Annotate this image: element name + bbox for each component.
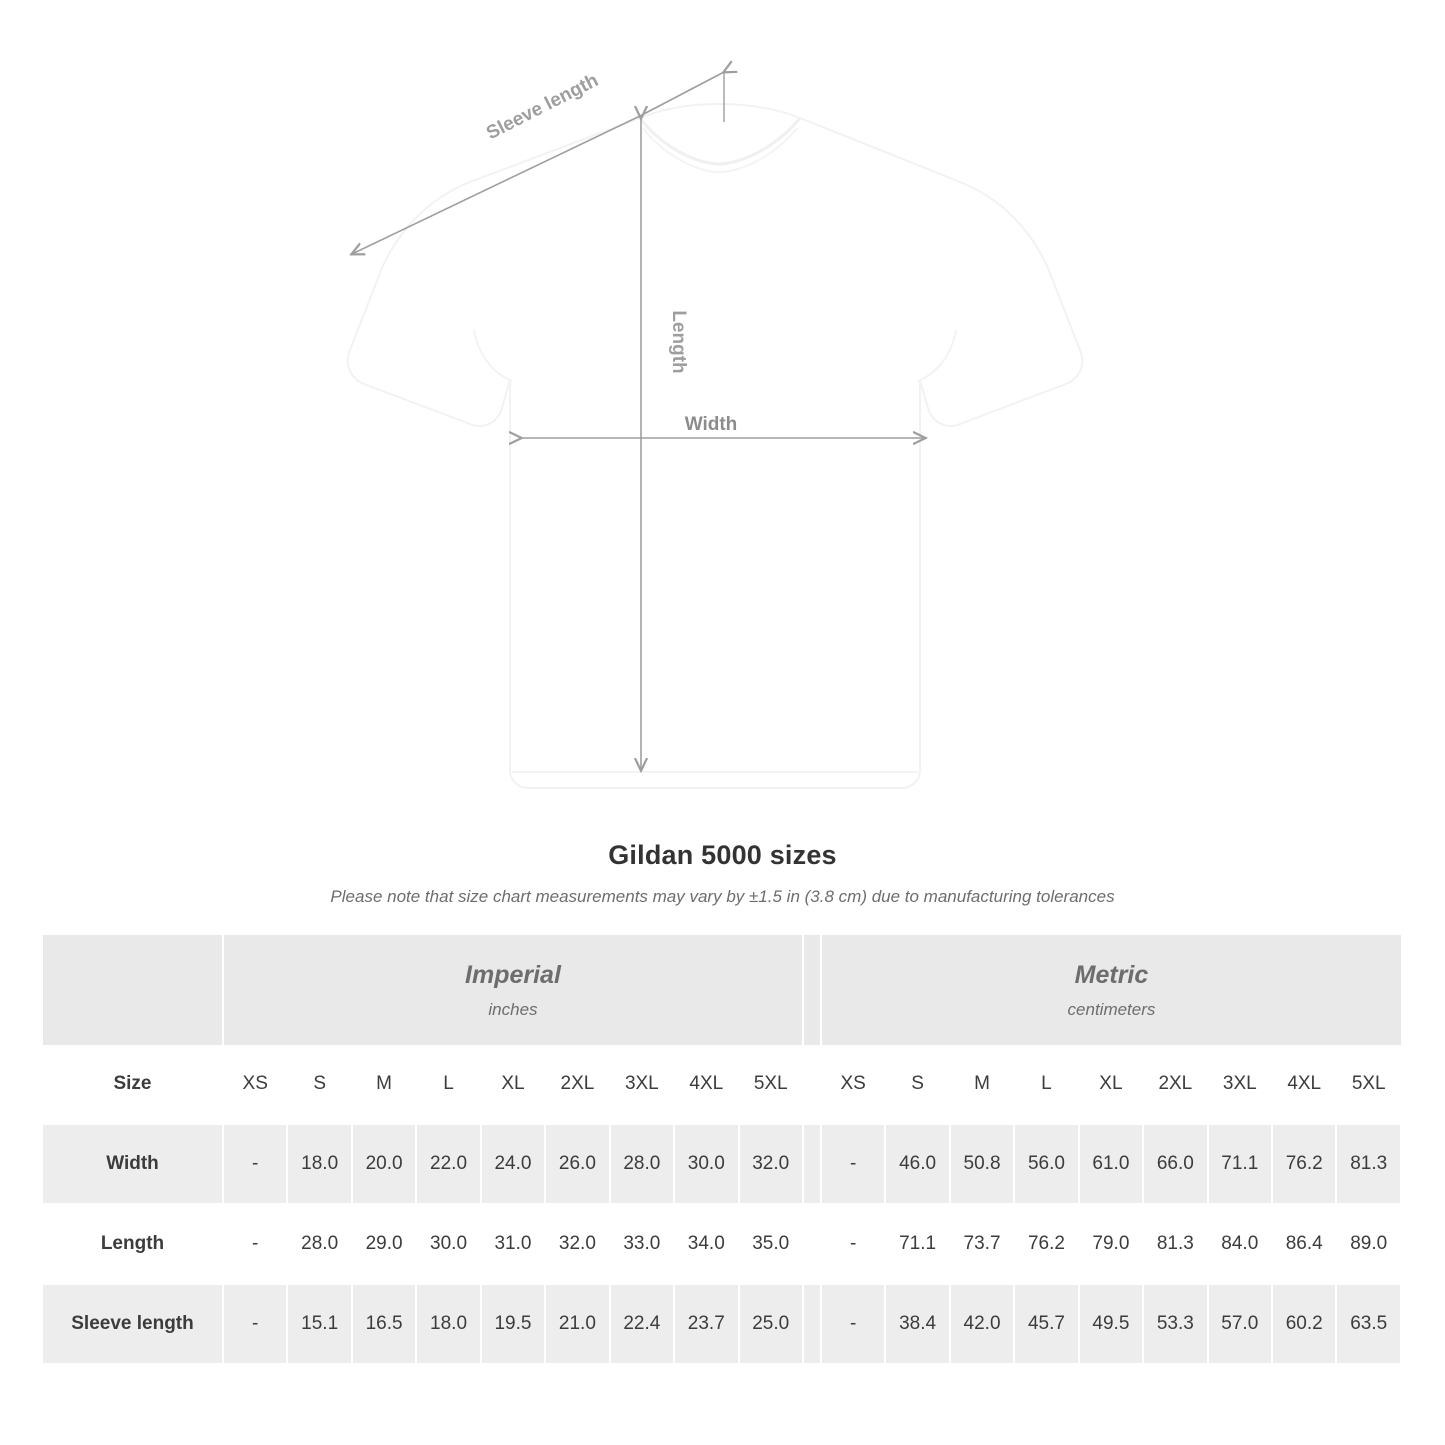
- unit-imperial-name: Imperial: [465, 960, 561, 989]
- unit-spacer-cell: [43, 935, 223, 1045]
- header-size-label: Size: [43, 1045, 223, 1124]
- cell-sleeve-imperial-3xl: 22.4: [610, 1284, 674, 1364]
- table-row-sleeve-length: [43, 1284, 1401, 1364]
- cell-width-imperial-m: 20.0: [352, 1124, 416, 1204]
- row-label-length: Length: [43, 1204, 223, 1284]
- cell-width-metric-3xl: 71.1: [1208, 1124, 1272, 1204]
- cell-length-metric-m: 73.7: [950, 1204, 1014, 1284]
- cell-width-imperial-l: 22.0: [416, 1124, 480, 1204]
- cell-sleeve-imperial-m: 16.5: [352, 1284, 416, 1364]
- cell-width-imperial-5xl: 32.0: [739, 1124, 803, 1204]
- table-row-length: [43, 1204, 1401, 1284]
- cell-width-metric-l: 56.0: [1014, 1124, 1078, 1204]
- header-imperial-l: L: [416, 1045, 480, 1124]
- row-gap-sleeve: [803, 1284, 821, 1364]
- cell-width-imperial-2xl: 26.0: [545, 1124, 609, 1204]
- cell-length-imperial-l: 30.0: [416, 1204, 480, 1284]
- sleeve-length-label: Sleeve length: [483, 69, 602, 145]
- cell-length-metric-s: 71.1: [885, 1204, 949, 1284]
- cell-width-metric-xs: -: [821, 1124, 885, 1204]
- cell-length-metric-l: 76.2: [1014, 1204, 1078, 1284]
- header-metric-xs: XS: [821, 1045, 885, 1124]
- cell-sleeve-metric-3xl: 57.0: [1208, 1284, 1272, 1364]
- header-metric-xl: XL: [1079, 1045, 1143, 1124]
- row-gap-width: [803, 1124, 821, 1204]
- unit-metric-name: Metric: [1074, 960, 1149, 989]
- cell-width-imperial-xs: -: [223, 1124, 287, 1204]
- cell-length-metric-2xl: 81.3: [1143, 1204, 1207, 1284]
- cell-width-imperial-s: 18.0: [287, 1124, 351, 1204]
- cell-width-metric-5xl: 81.3: [1336, 1124, 1401, 1204]
- cell-sleeve-imperial-s: 15.1: [287, 1284, 351, 1364]
- unit-metric-sub: centimeters: [1067, 999, 1156, 1019]
- header-imperial-m: M: [352, 1045, 416, 1124]
- size-header-row: [43, 1045, 1401, 1124]
- length-label: Length: [668, 310, 689, 374]
- size-table-wrapper: [43, 935, 1402, 1365]
- tolerance-note: Please note that size chart measurements may vary by ±1.5 in (3.8 cm) due to manufacturing tolerances: [330, 887, 1115, 906]
- cell-length-metric-5xl: 89.0: [1336, 1204, 1401, 1284]
- cell-width-metric-xl: 61.0: [1079, 1124, 1143, 1204]
- cell-length-imperial-xl: 31.0: [481, 1204, 545, 1284]
- cell-sleeve-imperial-l: 18.0: [416, 1284, 480, 1364]
- header-imperial-4xl: 4XL: [674, 1045, 738, 1124]
- unit-header-row: [43, 935, 1401, 1045]
- header-metric-2xl: 2XL: [1143, 1045, 1207, 1124]
- cell-sleeve-imperial-xs: -: [223, 1284, 287, 1364]
- cell-length-imperial-3xl: 33.0: [610, 1204, 674, 1284]
- cell-sleeve-metric-xl: 49.5: [1079, 1284, 1143, 1364]
- cell-sleeve-metric-l: 45.7: [1014, 1284, 1078, 1364]
- header-metric-s: S: [885, 1045, 949, 1124]
- unit-metric-cell: [821, 935, 1401, 1045]
- size-table: [43, 935, 1402, 1365]
- cell-width-imperial-3xl: 28.0: [610, 1124, 674, 1204]
- header-metric-3xl: 3XL: [1208, 1045, 1272, 1124]
- cell-length-metric-3xl: 84.0: [1208, 1204, 1272, 1284]
- cell-length-imperial-5xl: 35.0: [739, 1204, 803, 1284]
- header-imperial-xs: XS: [223, 1045, 287, 1124]
- unit-imperial-cell: [223, 935, 803, 1045]
- unit-gap-cell: [803, 935, 821, 1045]
- cell-sleeve-metric-4xl: 60.2: [1272, 1284, 1336, 1364]
- tshirt-shape: [348, 104, 1083, 788]
- cell-length-metric-xs: -: [821, 1204, 885, 1284]
- header-imperial-s: S: [287, 1045, 351, 1124]
- title-block: [0, 840, 1445, 907]
- cell-length-metric-4xl: 86.4: [1272, 1204, 1336, 1284]
- cell-sleeve-metric-5xl: 63.5: [1336, 1284, 1401, 1364]
- cell-sleeve-imperial-5xl: 25.0: [739, 1284, 803, 1364]
- cell-width-metric-4xl: 76.2: [1272, 1124, 1336, 1204]
- cell-length-imperial-s: 28.0: [287, 1204, 351, 1284]
- cell-sleeve-imperial-xl: 19.5: [481, 1284, 545, 1364]
- cell-sleeve-metric-xs: -: [821, 1284, 885, 1364]
- cell-width-metric-m: 50.8: [950, 1124, 1014, 1204]
- row-label-width: Width: [43, 1124, 223, 1204]
- cell-length-imperial-4xl: 34.0: [674, 1204, 738, 1284]
- header-gap: [803, 1045, 821, 1124]
- table-row-width: [43, 1124, 1401, 1204]
- cell-sleeve-metric-2xl: 53.3: [1143, 1284, 1207, 1364]
- cell-sleeve-metric-m: 42.0: [950, 1284, 1014, 1364]
- header-metric-l: L: [1014, 1045, 1078, 1124]
- header-imperial-xl: XL: [481, 1045, 545, 1124]
- cell-length-imperial-xs: -: [223, 1204, 287, 1284]
- cell-sleeve-imperial-4xl: 23.7: [674, 1284, 738, 1364]
- row-label-sleeve-length: Sleeve length: [43, 1284, 223, 1364]
- cell-length-imperial-2xl: 32.0: [545, 1204, 609, 1284]
- cell-sleeve-metric-s: 38.4: [885, 1284, 949, 1364]
- header-imperial-3xl: 3XL: [610, 1045, 674, 1124]
- row-gap-length: [803, 1204, 821, 1284]
- width-label: Width: [684, 414, 738, 435]
- cell-width-imperial-xl: 24.0: [481, 1124, 545, 1204]
- header-imperial-2xl: 2XL: [545, 1045, 609, 1124]
- cell-length-metric-xl: 79.0: [1079, 1204, 1143, 1284]
- unit-imperial-sub: inches: [488, 999, 538, 1019]
- header-imperial-5xl: 5XL: [739, 1045, 803, 1124]
- cell-length-imperial-m: 29.0: [352, 1204, 416, 1284]
- cell-width-imperial-4xl: 30.0: [674, 1124, 738, 1204]
- page-title: Gildan 5000 sizes: [608, 840, 837, 870]
- cell-width-metric-2xl: 66.0: [1143, 1124, 1207, 1204]
- header-metric-4xl: 4XL: [1272, 1045, 1336, 1124]
- header-metric-m: M: [950, 1045, 1014, 1124]
- cell-width-metric-s: 46.0: [885, 1124, 949, 1204]
- cell-sleeve-imperial-2xl: 21.0: [545, 1284, 609, 1364]
- header-metric-5xl: 5XL: [1336, 1045, 1401, 1124]
